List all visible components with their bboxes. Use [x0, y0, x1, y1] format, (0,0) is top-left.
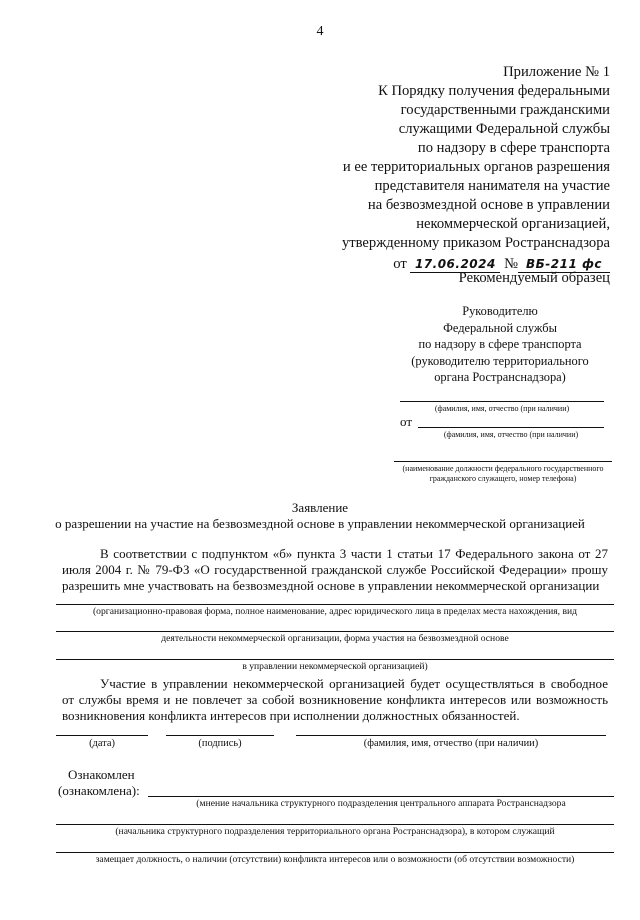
addressee-line: Федеральной службы [443, 320, 557, 335]
recommended-sample-label: Рекомендуемый образец [458, 270, 610, 286]
date-line [56, 735, 148, 736]
sender-name-caption: (фамилия, имя, отчество (при наличии) [443, 430, 579, 439]
addressee-line: (руководителю территориального [411, 353, 589, 368]
page-number: 4 [316, 24, 324, 39]
organization-line-3 [56, 659, 614, 660]
organization-line-1 [56, 604, 614, 605]
sender-position-caption-line: (наименование должности федерального государственного [402, 464, 604, 473]
opinion-caption-1: (мнение начальника структурного подразделения центрального аппарата Ространснадзора [196, 798, 566, 809]
signature-line [166, 735, 274, 736]
appendix-line: утвержденному приказом Ространснадзора [341, 235, 610, 251]
number-label: № [504, 256, 518, 272]
paragraph-line: от службы время и не повлечет за собой возникновение конфликта интересов или возможность [62, 692, 608, 707]
addressee-block [380, 303, 620, 386]
sender-from-label: от [400, 414, 413, 429]
organization-caption-3: в управлении некоммерческой организацией) [242, 661, 428, 672]
paragraph-line: возникновения конфликта интересов при исполнении должностных обязанностей. [62, 708, 520, 723]
appendix-line: по надзору в сфере транспорта [417, 140, 610, 156]
appendix-line: служащими Федеральной службы [398, 121, 610, 137]
sender-name-line [418, 427, 604, 428]
sender-position-line [394, 461, 612, 462]
appendix-line: представителя нанимателя на участие [374, 178, 610, 194]
appendix-line: государственными гражданскими [400, 102, 610, 118]
date-caption: (дата) [89, 738, 115, 749]
full-name-line [296, 735, 606, 736]
paragraph-line: В соответствии с подпунктом «б» пункта 3 части 1 статьи 17 Федерального закона от 27 [100, 546, 608, 561]
organization-caption-1: (организационно-правовая форма, полное наименование, адрес юридического лица в пределах места нахождения, вид [92, 606, 578, 617]
appendix-line: и ее территориальных органов разрешения [342, 159, 610, 175]
from-label: от [393, 256, 407, 272]
opinion-line-1 [148, 796, 614, 797]
addressee-line: Руководителю [462, 304, 538, 318]
opinion-line-2 [56, 824, 614, 825]
addressee-name-line [400, 401, 604, 402]
full-name-caption: (фамилия, имя, отчество (при наличии) [363, 738, 539, 749]
opinion-caption-2: (начальника структурного подразделения территориального органа Ространснадзора), в котором служащий [115, 826, 555, 837]
order-date-handwritten: 17.06.2024 [410, 257, 500, 273]
appendix-line: некоммерческой организацией, [416, 216, 610, 232]
appendix-line: на безвозмездной основе в управлении [367, 197, 610, 213]
paragraph-conditions [62, 676, 608, 724]
addressee-line: по надзору в сфере транспорта [418, 337, 582, 351]
appendix-line: К Порядку получения федеральными [378, 83, 610, 99]
opinion-caption-3: замещает должность, о наличии (отсутствии) конфликта интересов или о возможности (об отсутствии возможности) [95, 854, 575, 865]
opinion-line-3 [56, 852, 614, 853]
paragraph-line: Участие в управлении некоммерческой организацией будет осуществляться в свободное [100, 676, 608, 691]
acquainted-label-fem: (ознакомлена): [58, 783, 140, 798]
acquainted-label: Ознакомлен [68, 767, 135, 782]
appendix-header [342, 63, 610, 274]
order-number-handwritten: ВБ-211 фс [518, 257, 610, 273]
paragraph-line: июля 2004 г. № 79-ФЗ «О государственной гражданской службе Российской Федерации» прошу [62, 562, 608, 577]
addressee-name-caption: (фамилия, имя, отчество (при наличии) [434, 404, 570, 413]
sender-position-caption-line: гражданского служащего, номер телефона) [429, 474, 577, 483]
paragraph-request [62, 546, 608, 594]
organization-caption-2: деятельности некоммерческой организации, форма участия на безвозмездной основе [161, 633, 509, 644]
addressee-line: органа Ространснадзора) [434, 370, 566, 384]
paragraph-line: разрешить мне участвовать на безвозмездной основе в управлении некоммерческой организации [62, 578, 600, 593]
statement-subtitle: о разрешении на участие на безвозмездной основе в управлении некоммерческой организацией [55, 516, 585, 531]
organization-line-2 [56, 631, 614, 632]
appendix-title: Приложение № 1 [503, 64, 610, 80]
sender-position-caption [386, 464, 620, 484]
statement-title: Заявление [291, 500, 349, 515]
signature-caption: (подпись) [198, 738, 242, 749]
